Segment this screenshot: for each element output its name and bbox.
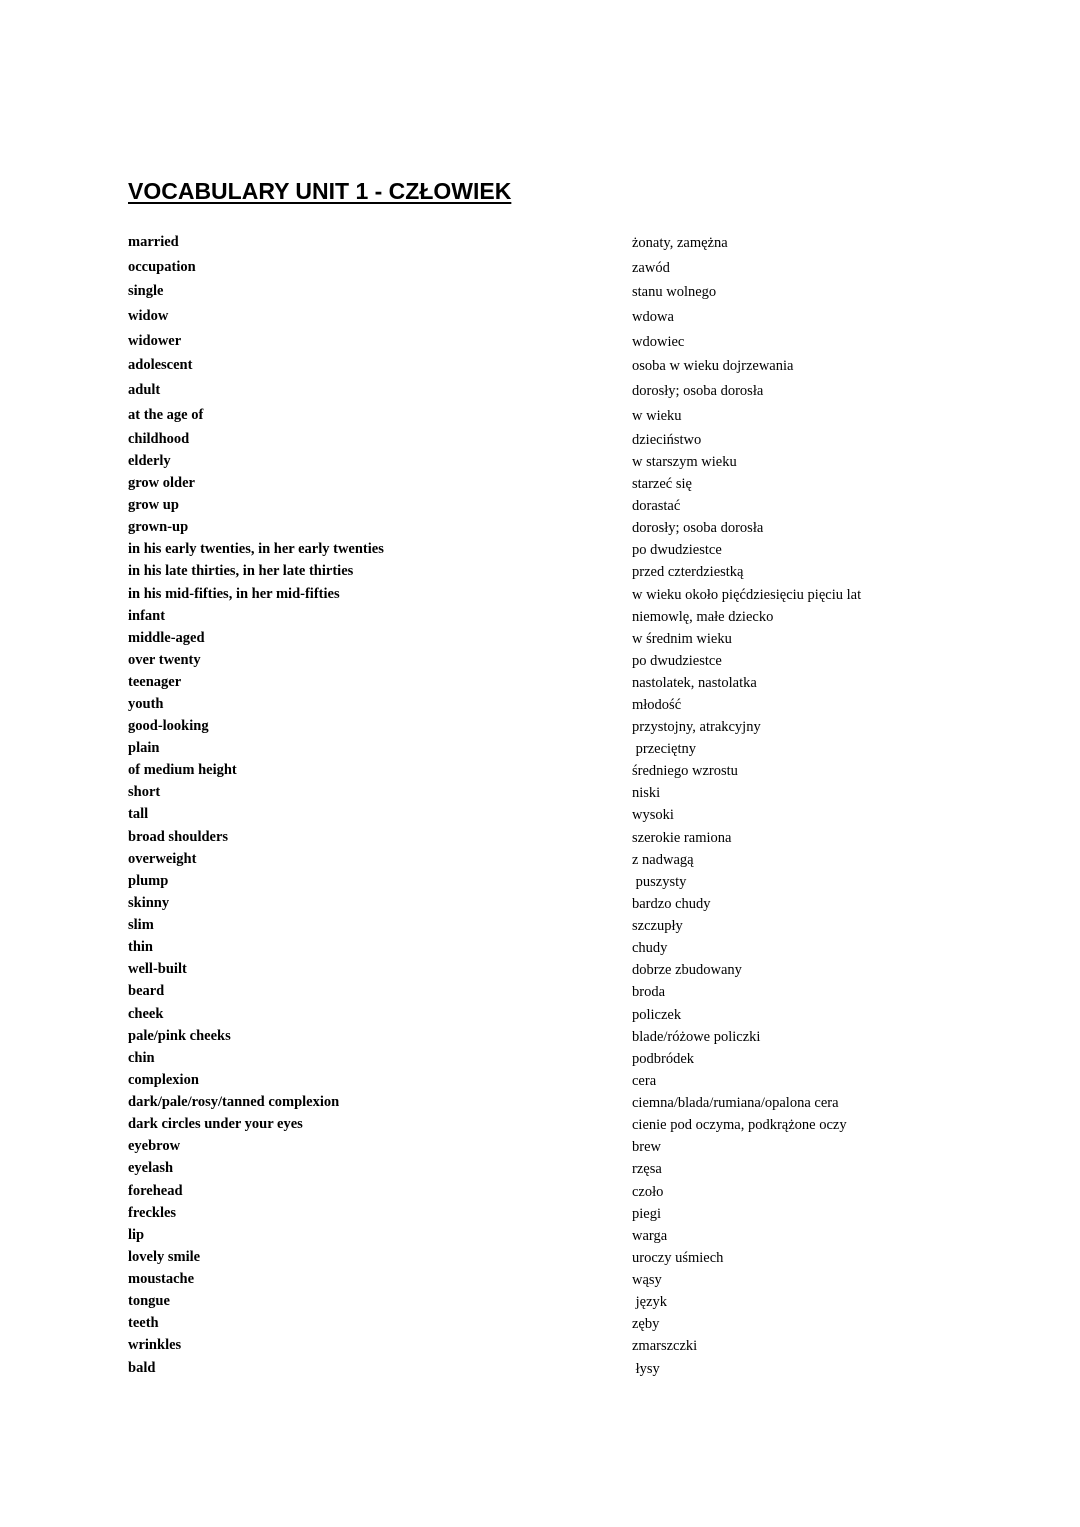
vocabulary-term: freckles — [128, 1205, 177, 1221]
vocabulary-row — [0, 354, 1080, 376]
vocabulary-translation: niski — [632, 785, 661, 801]
vocabulary-row — [0, 1357, 1080, 1379]
vocabulary-translation: piegi — [632, 1206, 661, 1222]
vocabulary-row — [0, 1334, 1080, 1356]
vocabulary-term: lip — [128, 1227, 145, 1243]
vocabulary-term: widower — [128, 333, 182, 349]
page-title: VOCABULARY UNIT 1 - CZŁOWIEK — [128, 178, 512, 204]
vocabulary-row — [0, 936, 1080, 958]
vocabulary-term: dark circles under your eyes — [128, 1116, 303, 1132]
vocabulary-translation: nastolatek, nastolatka — [632, 675, 757, 691]
vocabulary-row — [0, 305, 1080, 327]
vocabulary-row — [0, 848, 1080, 870]
vocabulary-term: thin — [128, 939, 153, 955]
vocabulary-translation: brew — [632, 1139, 661, 1155]
vocabulary-row — [0, 980, 1080, 1002]
vocabulary-term: slim — [128, 917, 154, 933]
vocabulary-row — [0, 1091, 1080, 1113]
vocabulary-translation: szerokie ramiona — [632, 830, 732, 846]
vocabulary-row — [0, 1268, 1080, 1290]
vocabulary-translation: wąsy — [632, 1272, 662, 1288]
vocabulary-row — [0, 428, 1080, 450]
vocabulary-row — [0, 715, 1080, 737]
vocabulary-translation: rzęsa — [632, 1161, 662, 1177]
vocabulary-term: middle-aged — [128, 630, 205, 646]
vocabulary-row — [0, 870, 1080, 892]
vocabulary-term: teeth — [128, 1315, 159, 1331]
vocabulary-term: chin — [128, 1050, 155, 1066]
vocabulary-translation: osoba w wieku dojrzewania — [632, 358, 794, 374]
vocabulary-translation: zęby — [632, 1316, 660, 1332]
vocabulary-row — [0, 1246, 1080, 1268]
vocabulary-term: widow — [128, 308, 169, 324]
vocabulary-term: over twenty — [128, 652, 201, 668]
vocabulary-row — [0, 605, 1080, 627]
vocabulary-translation: niemowlę, małe dziecko — [632, 609, 774, 625]
vocabulary-translation: średniego wzrostu — [632, 763, 738, 779]
vocabulary-term: overweight — [128, 851, 197, 867]
vocabulary-term: moustache — [128, 1271, 195, 1287]
vocabulary-translation: żonaty, zamężna — [632, 235, 728, 251]
vocabulary-row — [0, 1157, 1080, 1179]
vocabulary-term: adult — [128, 382, 161, 398]
vocabulary-row — [0, 560, 1080, 582]
vocabulary-translation: ciemna/blada/rumiana/opalona cera — [632, 1095, 839, 1111]
vocabulary-row — [0, 693, 1080, 715]
vocabulary-row — [0, 1180, 1080, 1202]
vocabulary-translation: dorosły; osoba dorosła — [632, 520, 764, 536]
vocabulary-term: complexion — [128, 1072, 199, 1088]
vocabulary-translation: wdowa — [632, 309, 674, 325]
vocabulary-translation: cera — [632, 1073, 657, 1089]
vocabulary-translation: puszysty — [632, 874, 687, 890]
vocabulary-translation: język — [632, 1294, 668, 1310]
vocabulary-term: teenager — [128, 674, 182, 690]
vocabulary-translation: wdowiec — [632, 334, 685, 350]
vocabulary-row — [0, 1312, 1080, 1334]
vocabulary-term: broad shoulders — [128, 829, 229, 845]
vocabulary-row — [0, 649, 1080, 671]
vocabulary-term: infant — [128, 608, 166, 624]
vocabulary-term: elderly — [128, 453, 171, 469]
vocabulary-row — [0, 1113, 1080, 1135]
vocabulary-row — [0, 256, 1080, 278]
vocabulary-translation: policzek — [632, 1007, 682, 1023]
vocabulary-row — [0, 914, 1080, 936]
vocabulary-term: plain — [128, 740, 160, 756]
vocabulary-row — [0, 1069, 1080, 1091]
vocabulary-term: youth — [128, 696, 164, 712]
vocabulary-term: good-looking — [128, 718, 209, 734]
vocabulary-term: of medium height — [128, 762, 237, 778]
vocabulary-translation: warga — [632, 1228, 668, 1244]
vocabulary-translation: starzeć się — [632, 476, 692, 492]
vocabulary-term: single — [128, 283, 164, 299]
vocabulary-term: childhood — [128, 431, 190, 447]
vocabulary-translation: dobrze zbudowany — [632, 962, 742, 978]
vocabulary-row — [0, 826, 1080, 848]
vocabulary-row — [0, 1290, 1080, 1312]
vocabulary-row — [0, 737, 1080, 759]
vocabulary-term: in his mid-fifties, in her mid-fifties — [128, 586, 340, 602]
vocabulary-term: wrinkles — [128, 1337, 182, 1353]
vocabulary-term: in his early twenties, in her early twenties — [128, 541, 384, 557]
vocabulary-row — [0, 379, 1080, 401]
vocabulary-row — [0, 627, 1080, 649]
vocabulary-row — [0, 538, 1080, 560]
vocabulary-term: eyebrow — [128, 1138, 181, 1154]
vocabulary-term: plump — [128, 873, 169, 889]
vocabulary-term: pale/pink cheeks — [128, 1028, 231, 1044]
vocabulary-translation: w wieku około pięćdziesięciu pięciu lat — [632, 587, 862, 603]
vocabulary-translation: uroczy uśmiech — [632, 1250, 724, 1266]
vocabulary-translation: dorastać — [632, 498, 681, 514]
vocabulary-row — [0, 1135, 1080, 1157]
vocabulary-row — [0, 781, 1080, 803]
vocabulary-translation: broda — [632, 984, 666, 1000]
vocabulary-translation: dorosły; osoba dorosła — [632, 383, 764, 399]
vocabulary-row — [0, 1047, 1080, 1069]
vocabulary-translation: z nadwagą — [632, 852, 694, 868]
vocabulary-row — [0, 1224, 1080, 1246]
vocabulary-translation: przystojny, atrakcyjny — [632, 719, 761, 735]
vocabulary-translation: po dwudziestce — [632, 653, 722, 669]
vocabulary-term: short — [128, 784, 161, 800]
vocabulary-term: grow older — [128, 475, 195, 491]
vocabulary-row — [0, 231, 1080, 253]
vocabulary-row — [0, 516, 1080, 538]
vocabulary-row — [0, 330, 1080, 352]
vocabulary-translation: przeciętny — [632, 741, 697, 757]
vocabulary-row — [0, 583, 1080, 605]
vocabulary-translation: czoło — [632, 1184, 664, 1200]
vocabulary-translation: podbródek — [632, 1051, 695, 1067]
vocabulary-translation: szczupły — [632, 918, 683, 934]
vocabulary-row — [0, 494, 1080, 516]
vocabulary-translation: blade/różowe policzki — [632, 1029, 761, 1045]
vocabulary-row — [0, 759, 1080, 781]
vocabulary-translation: po dwudziestce — [632, 542, 722, 558]
vocabulary-translation: dzieciństwo — [632, 432, 702, 448]
vocabulary-translation: łysy — [632, 1361, 660, 1377]
vocabulary-translation: przed czterdziestką — [632, 564, 744, 580]
vocabulary-term: beard — [128, 983, 165, 999]
vocabulary-row — [0, 1003, 1080, 1025]
vocabulary-term: tall — [128, 806, 149, 822]
vocabulary-term: at the age of — [128, 407, 204, 423]
vocabulary-translation: wysoki — [632, 807, 674, 823]
vocabulary-row — [0, 472, 1080, 494]
vocabulary-row — [0, 450, 1080, 472]
vocabulary-translation: w wieku — [632, 408, 682, 424]
vocabulary-term: forehead — [128, 1183, 183, 1199]
vocabulary-translation: zawód — [632, 260, 670, 276]
vocabulary-translation: stanu wolnego — [632, 284, 717, 300]
vocabulary-row — [0, 958, 1080, 980]
vocabulary-row — [0, 404, 1080, 426]
vocabulary-translation: zmarszczki — [632, 1338, 698, 1354]
vocabulary-term: lovely smile — [128, 1249, 201, 1265]
vocabulary-term: bald — [128, 1360, 156, 1376]
vocabulary-term: adolescent — [128, 357, 193, 373]
vocabulary-translation: bardzo chudy — [632, 896, 711, 912]
vocabulary-term: skinny — [128, 895, 170, 911]
vocabulary-term: well-built — [128, 961, 187, 977]
vocabulary-term: in his late thirties, in her late thirties — [128, 563, 354, 579]
vocabulary-term: grow up — [128, 497, 179, 513]
vocabulary-translation: w średnim wieku — [632, 631, 732, 647]
vocabulary-term: eyelash — [128, 1160, 174, 1176]
vocabulary-translation: cienie pod oczyma, podkrążone oczy — [632, 1117, 847, 1133]
vocabulary-row — [0, 1025, 1080, 1047]
vocabulary-term: cheek — [128, 1006, 164, 1022]
vocabulary-row — [0, 671, 1080, 693]
vocabulary-translation: w starszym wieku — [632, 454, 737, 470]
vocabulary-translation: młodość — [632, 697, 682, 713]
vocabulary-term: occupation — [128, 259, 196, 275]
vocabulary-row — [0, 280, 1080, 302]
vocabulary-term: tongue — [128, 1293, 170, 1309]
vocabulary-row — [0, 1202, 1080, 1224]
vocabulary-row — [0, 892, 1080, 914]
vocabulary-translation: chudy — [632, 940, 668, 956]
vocabulary-term: grown-up — [128, 519, 189, 535]
vocabulary-term: dark/pale/rosy/tanned complexion — [128, 1094, 340, 1110]
vocabulary-term: married — [128, 234, 179, 250]
vocabulary-row — [0, 803, 1080, 825]
